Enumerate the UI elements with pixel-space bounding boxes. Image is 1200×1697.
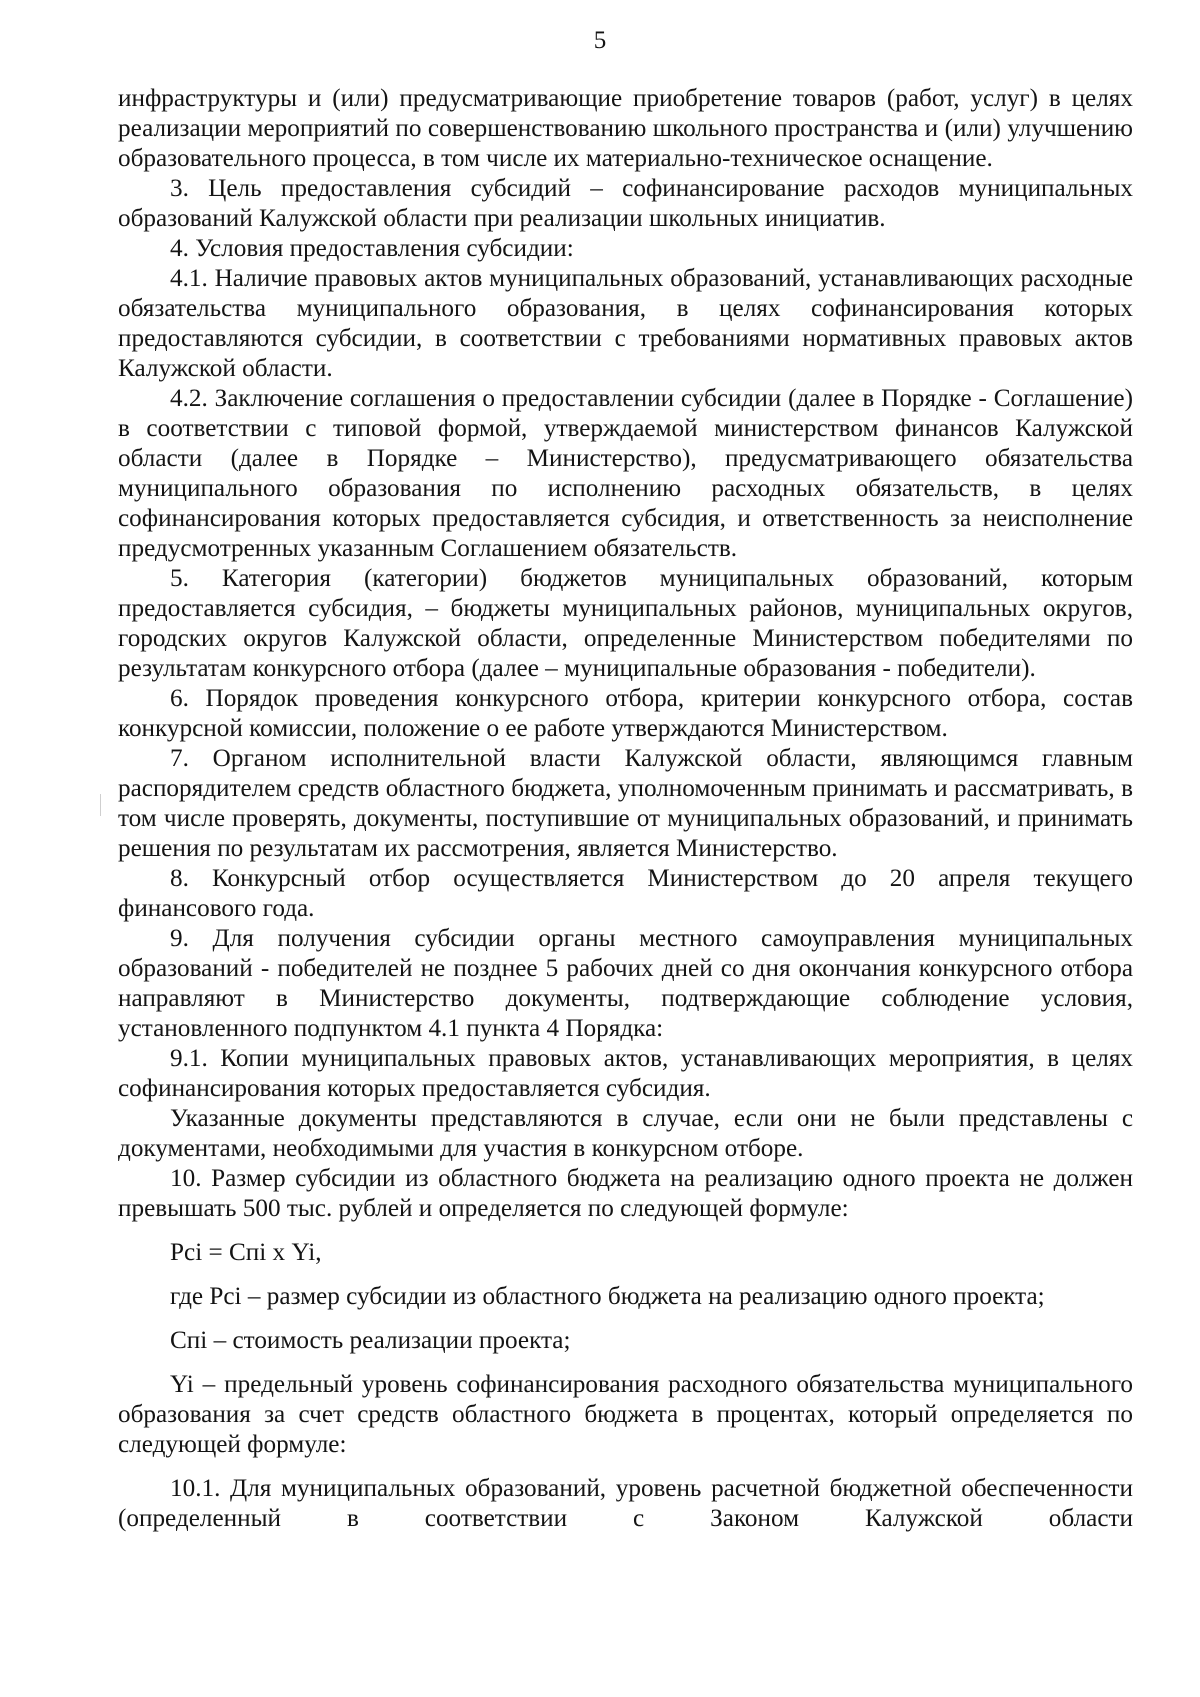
paragraph-item-9-1: 9.1. Копии муниципальных правовых актов, устанавливающих мероприятия, в целях софинансирования которых предоставляется субсидия. (118, 1045, 1133, 1102)
paragraph-item-10: 10. Размер субсидии из областного бюджета на реализацию одного проекта не должен превышать 500 тыс. рублей и определяется по следующей формуле: (118, 1165, 1133, 1222)
paragraph-item-10-1: 10.1. Для муниципальных образований, уровень расчетной бюджетной обеспеченности (определенный в соответствии с Законом Калужской области (118, 1475, 1133, 1532)
formula-definition-cpi: Cпi – стоимость реализации проекта; (170, 1327, 571, 1354)
subsidy-formula: Pci = Cпi х Yi, (170, 1239, 322, 1266)
formula-definition-pci: где Pci – размер субсидии из областного бюджета на реализацию одного проекта; (170, 1283, 1045, 1310)
paragraph-item-8: 8. Конкурсный отбор осуществляется Министерством до 20 апреля текущего финансового года. (118, 865, 1133, 922)
paragraph-documents-note: Указанные документы представляются в случае, если они не были представлены с документами, необходимыми для участия в конкурсном отборе. (118, 1105, 1133, 1162)
paragraph-item-7: 7. Органом исполнительной власти Калужской области, являющимся главным распорядителем средств областного бюджета, уполномоченным принимать и рассматривать, в том числе проверять, документы, поступившие от муниципальных образований, и принимать решения по результатам их рассмотрения, является Министерство. (118, 745, 1133, 862)
paragraph-item-4-2: 4.2. Заключение соглашения о предоставлении субсидии (далее в Порядке - Соглашение) в соответствии с типовой формой, утверждаемой министерством финансов Калужской области (далее в Порядке – Министерство), предусматривающего обязательства муниципального образования по исполнению расходных обязательств, в целях софинансирования которых предоставляется субсидия, и ответственность за неисполнение предусмотренных указанным Соглашением обязательств. (118, 385, 1133, 562)
paragraph-item-4: 4. Условия предоставления субсидии: (170, 235, 574, 262)
paragraph-item-3: 3. Цель предоставления субсидий – софинансирование расходов муниципальных образований Калужской области при реализации школьных инициатив. (118, 175, 1133, 232)
paragraph-item-5: 5. Категория (категории) бюджетов муниципальных образований, которым предоставляется субсидия, – бюджеты муниципальных районов, муниципальных округов, городских округов Калужской области, определенные Министерством победителями по результатам конкурсного отбора (далее – муниципальные образования - победители). (118, 565, 1133, 682)
document-body (118, 84, 1133, 1534)
paragraph-item-4-1: 4.1. Наличие правовых актов муниципальных образований, устанавливающих расходные обязательства муниципального образования, в целях софинансирования которых предоставляются субсидии, в соответствии с требованиями нормативных правовых актов Калужской области. (118, 265, 1133, 382)
paragraph-item-6: 6. Порядок проведения конкурсного отбора, критерии конкурсного отбора, состав конкурсной комиссии, положение о ее работе утверждаются Министерством. (118, 685, 1133, 742)
margin-mark (100, 794, 101, 816)
paragraph-item-9: 9. Для получения субсидии органы местного самоуправления муниципальных образований - победителей не позднее 5 рабочих дней со дня окончания конкурсного отбора направляют в Министерство документы, подтверждающие соблюдение условия, установленного подпунктом 4.1 пункта 4 Порядка: (118, 925, 1133, 1042)
page-number: 5 (593, 27, 607, 54)
formula-definition-yi: Yi – предельный уровень софинансирования расходного обязательства муниципального образования за счет средств областного бюджета в процентах, который определяется по следующей формуле: (118, 1371, 1133, 1458)
paragraph-continuation: инфраструктуры и (или) предусматривающие приобретение товаров (работ, услуг) в целях реализации мероприятий по совершенствованию школьного пространства и (или) улучшению образовательного процесса, в том числе их материально-техническое оснащение. (118, 85, 1133, 172)
